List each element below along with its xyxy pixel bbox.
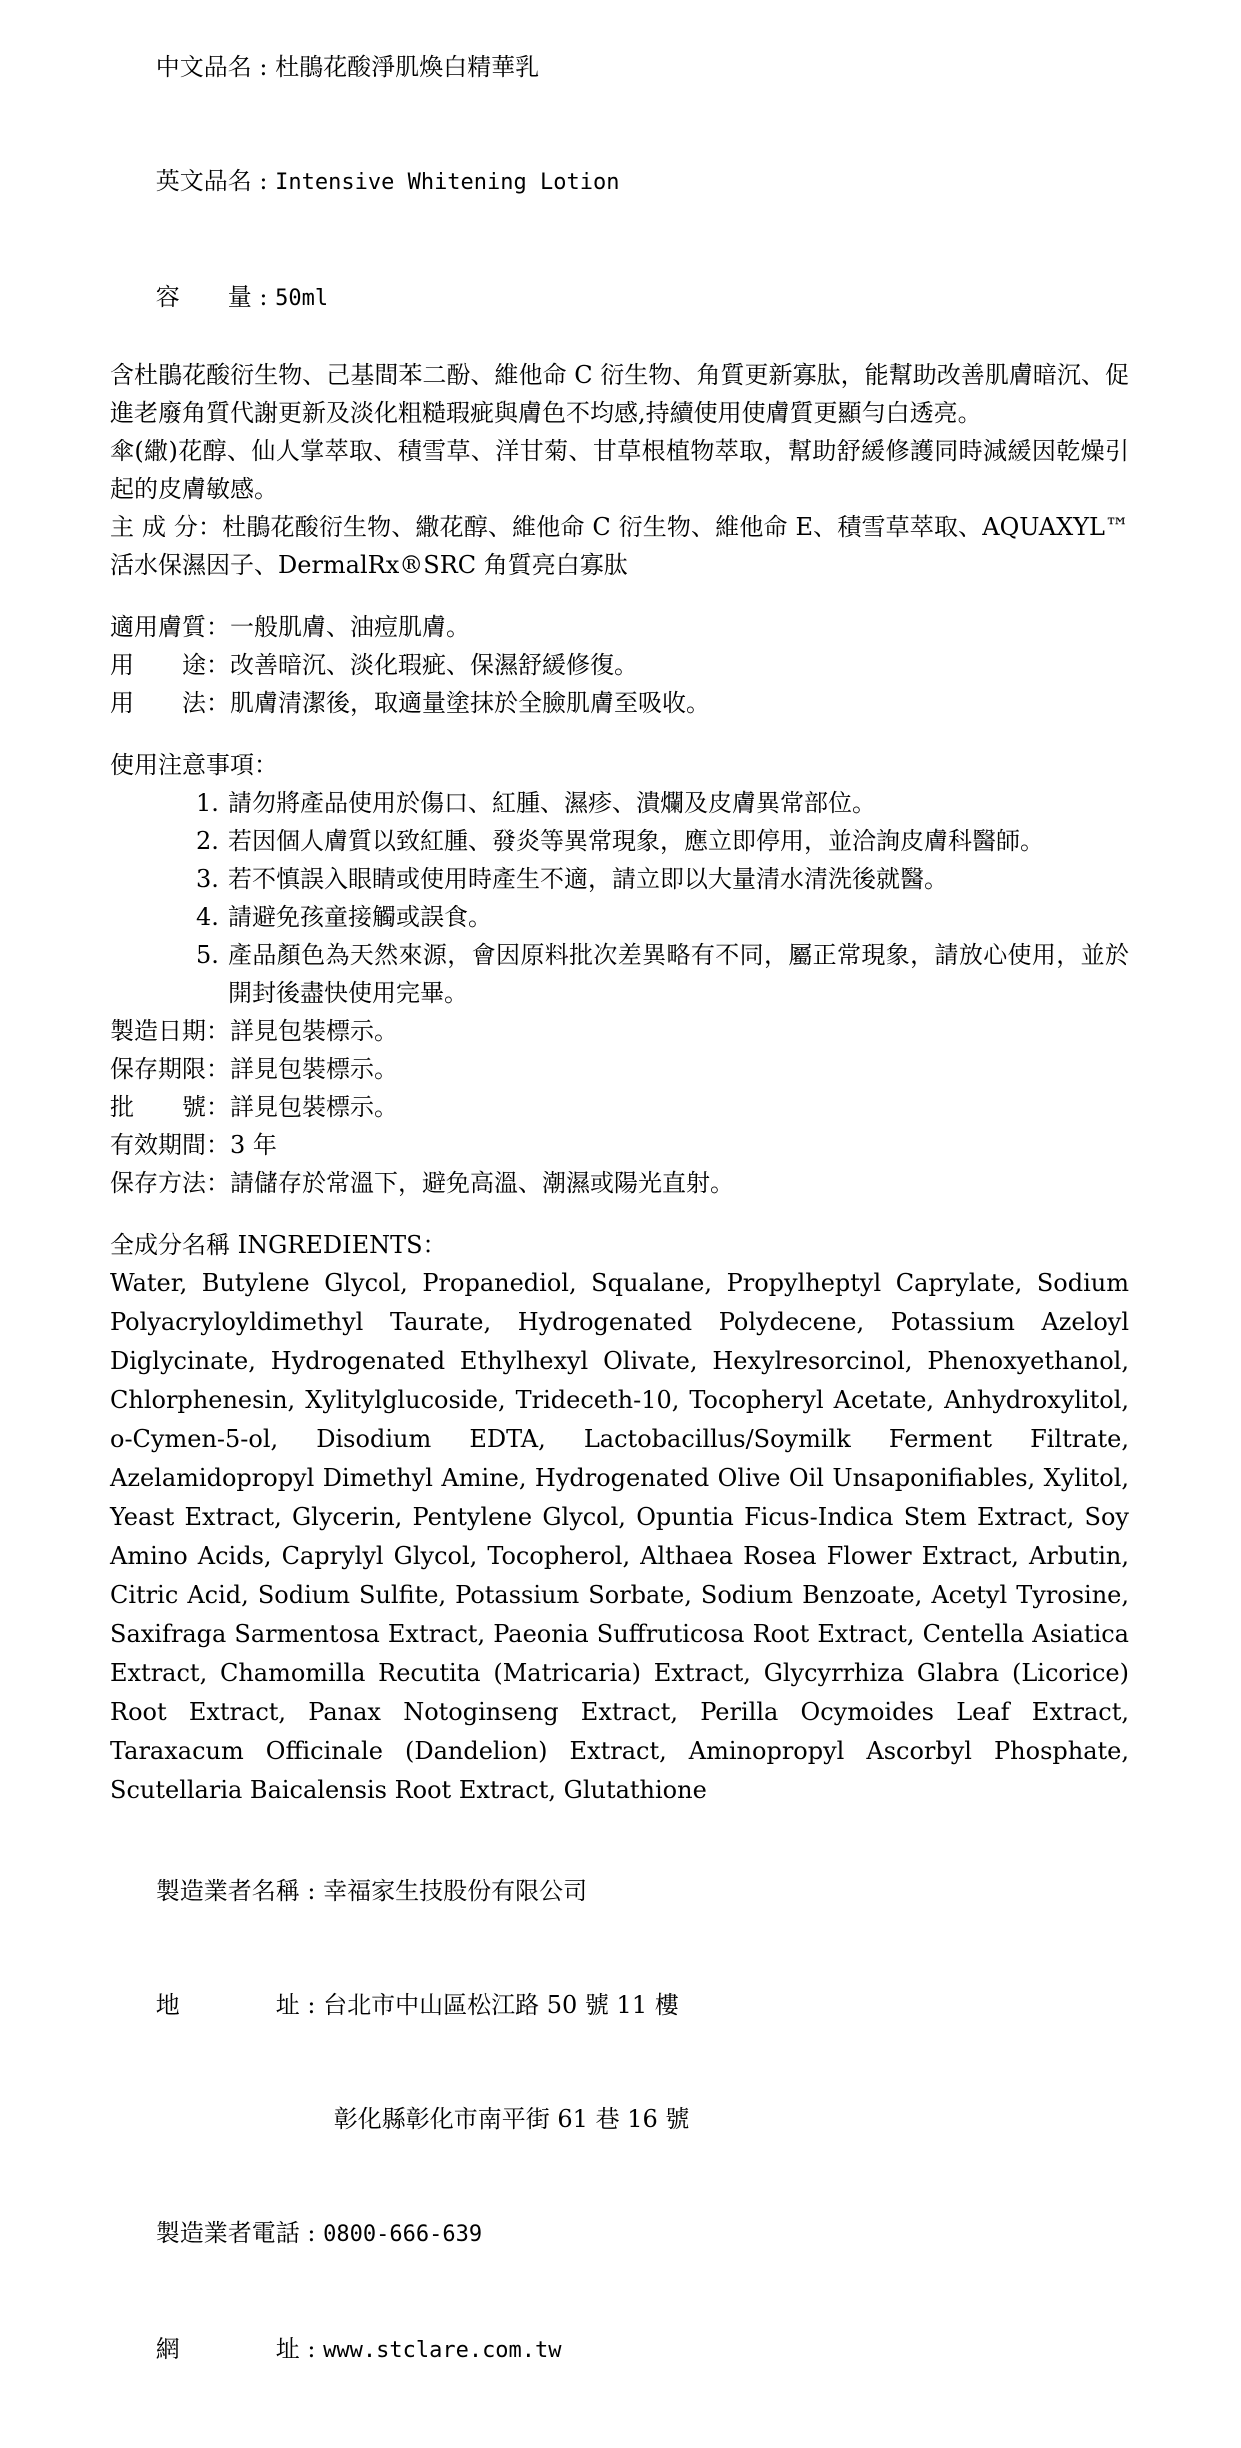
validity-period-row: 有效期間：3 年 <box>110 1131 277 1159</box>
phone-value: 0800-666-639 <box>323 2222 483 2247</box>
ingredients-section <box>110 1226 1137 1810</box>
volume-row <box>110 240 1129 356</box>
storage-method-row: 保存方法：請儲存於常溫下，避免高溫、潮濕或陽光直射。 <box>110 1169 734 1197</box>
skin-type-row: 適用膚質：一般肌膚、油痘肌膚。 <box>110 613 470 641</box>
description-section <box>110 356 1137 584</box>
manufacturer-name-row <box>110 1834 1129 1948</box>
precaution-number: 5. <box>196 941 219 969</box>
precaution-text: 若不慎誤入眼睛或使用時產生不適，請立即以大量清水清洗後就醫。 <box>228 865 948 893</box>
phone-row <box>110 2176 1129 2292</box>
field-label: 中文品名 <box>155 53 252 81</box>
usage-method-row: 用 法：肌膚清潔後，取適量塗抹於全臉肌膚至吸收。 <box>110 689 710 717</box>
address-value-1: 台北市中山區松江路 50 號 11 樓 <box>323 1991 679 2019</box>
field-separator: : <box>251 53 276 81</box>
field-label: 製造業者電話 <box>155 2219 300 2247</box>
field-separator: : <box>251 283 276 311</box>
field-label: 容 量 <box>155 283 252 311</box>
precaution-text: 若因個人膚質以致紅腫、發炎等異常現象，應立即停用，並洽詢皮膚科醫師。 <box>228 827 1044 855</box>
spacer <box>110 1810 1129 1834</box>
precaution-text: 產品顏色為天然來源，會因原料批次差異略有不同，屬正常現象，請放心使用，並於開封後盡快使用完畢。 <box>228 941 1129 1007</box>
mfg-date-row: 製造日期：詳見包裝標示。 <box>110 1017 398 1045</box>
product-name-zh-value: 杜鵑花酸淨肌煥白精華乳 <box>275 53 540 81</box>
product-name-zh-row <box>110 10 1129 124</box>
precaution-number: 3. <box>196 865 219 893</box>
precaution-item-4 <box>110 898 1129 936</box>
website-row <box>110 2292 1129 2408</box>
precaution-text: 請勿將產品使用於傷口、紅腫、濕疹、潰爛及皮膚異常部位。 <box>228 789 876 817</box>
address-row-1 <box>110 1948 1129 2062</box>
spacer <box>110 1202 1129 1226</box>
field-label: 製造業者名稱 <box>155 1877 300 1905</box>
field-separator: : <box>299 2335 324 2363</box>
precaution-number: 2. <box>196 827 219 855</box>
field-label: 英文品名 <box>155 167 252 195</box>
product-name-en-row <box>110 124 1129 240</box>
precaution-number: 4. <box>196 903 219 931</box>
usage-purpose-row: 用 途：改善暗沉、淡化瑕疵、保濕舒緩修復。 <box>110 651 638 679</box>
precaution-item-5 <box>110 936 1129 1012</box>
field-separator: : <box>251 167 276 195</box>
product-header-section <box>110 10 1129 356</box>
precautions-section <box>110 746 1129 1012</box>
ingredients-text: Water, Butylene Glycol, Propanediol, Squalane, Propylheptyl Caprylate, Sodium Polyacryloyldimethyl Taurate, Hydrogenated Polydecene, Potassium Azeloyl Diglycinate, Hydrogenated Ethylhexyl Olivate, Hexylresorcinol, Phenoxyethanol, Chlorphenesin, Xylitylglucoside, Trideceth-10, Tocopheryl Acetate, Anhydroxylitol, o-Cymen-5-ol, Disodium EDTA, Lactobacillus/Soymilk Ferment Filtrate, Azelamidopropyl Dimethyl Amine, Hydrogenated Olive Oil Unsaponifiables, Xylitol, Yeast Extract, Glycerin, Pentylene Glycol, Opuntia Ficus-Indica Stem Extract, Soy Amino Acids, Caprylyl Glycol, Tocopherol, Althaea Rosea Flower Extract, Arbutin, Citric Acid, Sodium Sulfite, Potassium Sorbate, Sodium Benzoate, Acetyl Tyrosine, Saxifraga Sarmentosa Extract, Paeonia Suffruticosa Root Extract, Centella Asiatica Extract, Chamomilla Recutita (Matricaria) Extract, Glycyrrhiza Glabra (Licorice) Root Extract, Panax Notoginseng Extract, Perilla Ocymoides Leaf Extract, Taraxacum Officinale (Dandelion) Extract, Aminopropyl Ascorbyl Phosphate, Scutellaria Baicalensis Root Extract, Glutathione <box>110 1269 1137 1804</box>
precaution-item-3 <box>110 860 1129 898</box>
manufacturer-name-value: 幸福家生技股份有限公司 <box>323 1877 588 1905</box>
precaution-number: 1. <box>196 789 219 817</box>
description-paragraph-2: 傘(繖)花醇、仙人掌萃取、積雪草、洋甘菊、甘草根植物萃取，幫助舒緩修護同時減緩因乾燥引起的皮膚敏感。 <box>110 437 1129 503</box>
precaution-item-2 <box>110 822 1129 860</box>
address-row-2 <box>110 2062 1129 2176</box>
website-value: www.stclare.com.tw <box>323 2338 562 2363</box>
field-label: 網 址 <box>155 2335 300 2363</box>
batch-number-row: 批 號：詳見包裝標示。 <box>110 1093 398 1121</box>
product-name-en-value: Intensive Whitening Lotion <box>275 170 620 195</box>
expiry-row: 保存期限：詳見包裝標示。 <box>110 1055 398 1083</box>
precautions-heading: 使用注意事項： <box>110 751 278 779</box>
storage-info-section <box>110 1012 1129 1202</box>
volume-value: 50ml <box>275 286 329 311</box>
field-separator: : <box>299 1877 324 1905</box>
manufacturer-section <box>110 1834 1129 2408</box>
spacer <box>110 722 1129 746</box>
description-paragraph-1: 含杜鵑花酸衍生物、己基間苯二酚、維他命 C 衍生物、角質更新寡肽，能幫助改善肌膚暗沉、促進老廢角質代謝更新及淡化粗糙瑕疵與膚色不均感,持續使用使膚質更顯勻白透亮。 <box>110 361 1129 427</box>
precaution-text: 請避免孩童接觸或誤食。 <box>228 903 492 931</box>
field-separator: : <box>299 2219 324 2247</box>
ingredients-heading: 全成分名稱 INGREDIENTS： <box>110 1231 447 1259</box>
field-label: 地 址 <box>155 1991 300 2019</box>
precaution-item-1 <box>110 784 1129 822</box>
spacer <box>110 584 1129 608</box>
field-separator: : <box>299 1991 324 2019</box>
usage-section <box>110 608 1129 722</box>
main-ingredients-paragraph: 主 成 分：杜鵑花酸衍生物、繖花醇、維他命 C 衍生物、維他命 E、積雪草萃取、AQUAXYL™ 活水保濕因子、DermalRx®SRC 角質亮白寡肽 <box>110 513 1137 579</box>
address-value-2: 彰化縣彰化市南平街 61 巷 16 號 <box>333 2105 690 2133</box>
